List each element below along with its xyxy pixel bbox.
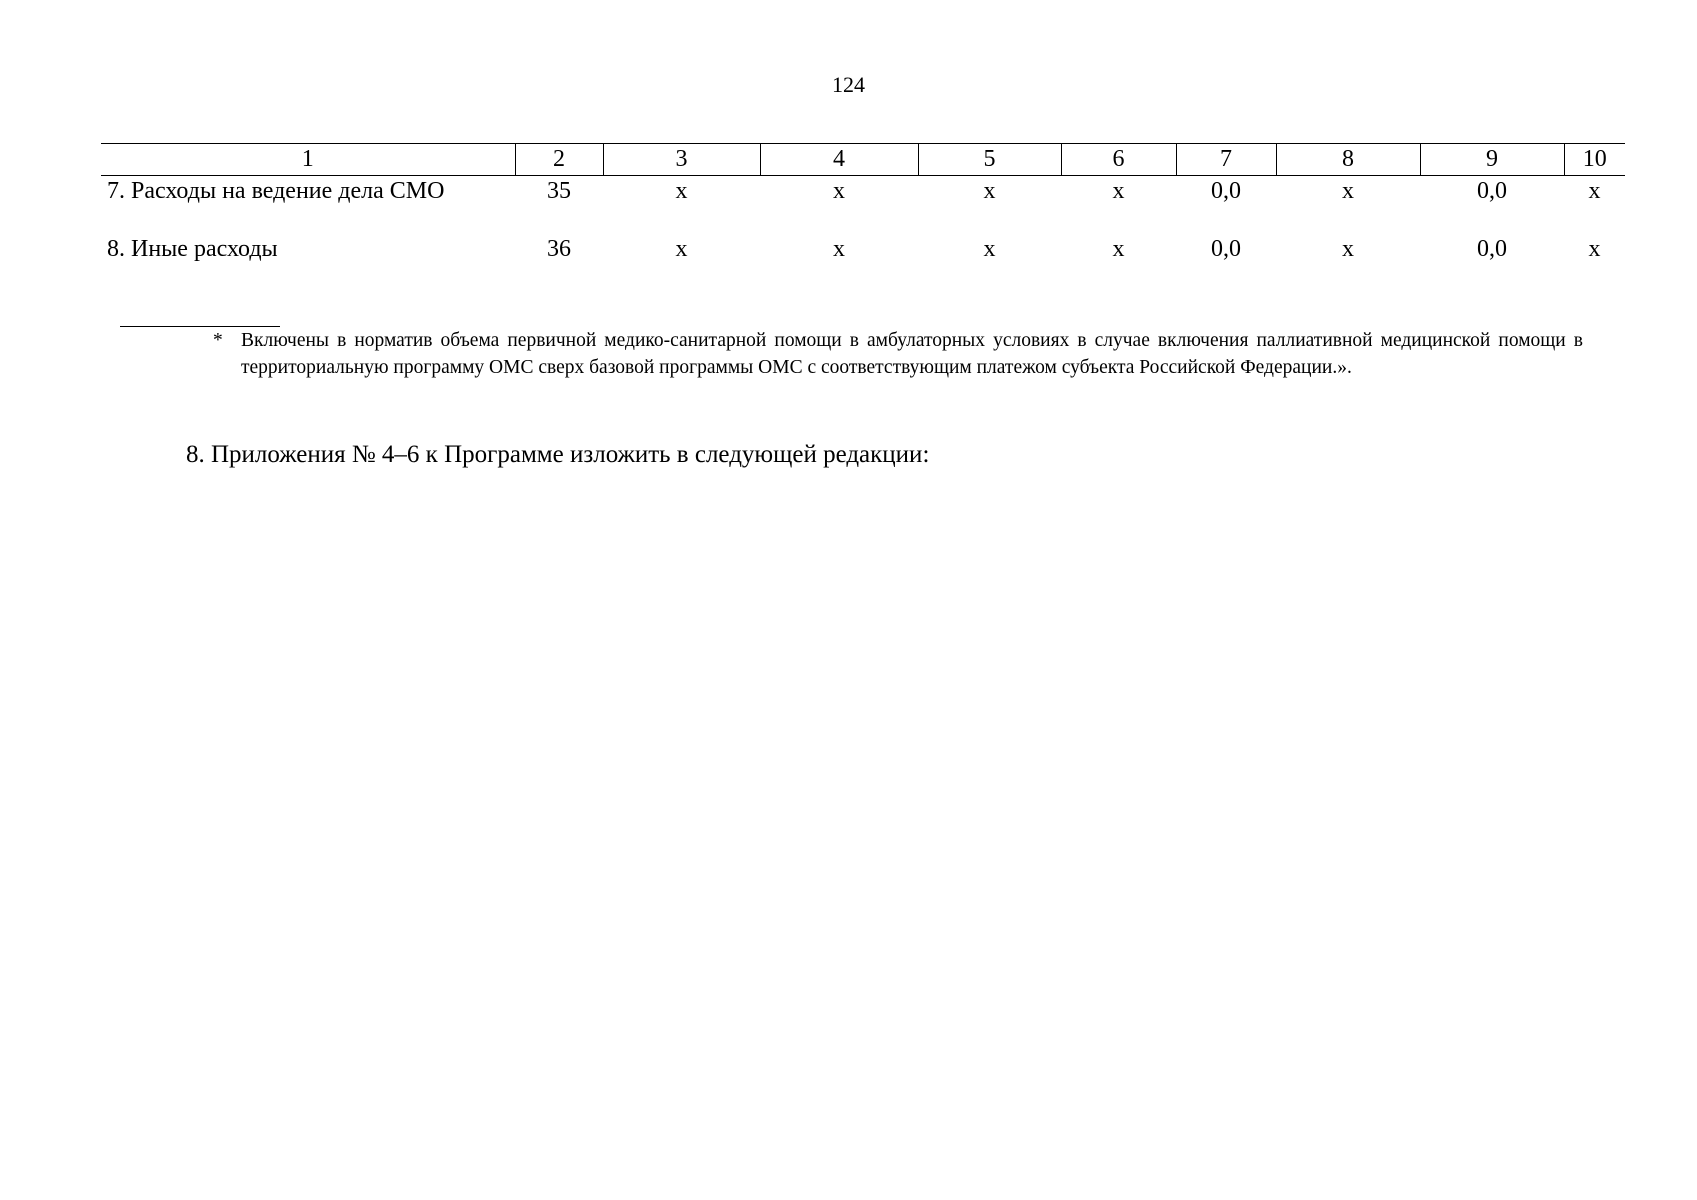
table-cell: 0,0 xyxy=(1477,236,1507,262)
column-header: 5 xyxy=(918,144,1061,176)
page-number: 124 xyxy=(832,72,865,97)
table-cell: 36 xyxy=(547,236,571,262)
table-cell: 0,0 xyxy=(1477,178,1507,204)
table-cell: 0,0 xyxy=(1211,178,1241,204)
amendment-paragraph: 8. Приложения № 4–6 к Программе изложить в следующей редакции: xyxy=(186,441,930,468)
table-cell: х xyxy=(675,178,688,204)
column-header: 4 xyxy=(760,144,918,176)
column-header: 1 xyxy=(101,144,515,176)
column-header: 8 xyxy=(1276,144,1420,176)
table-cell: х xyxy=(1112,236,1125,262)
table-cell: х xyxy=(1342,236,1354,262)
table-cell: х xyxy=(1112,178,1125,204)
table-cell: х xyxy=(1588,236,1601,262)
table-cell: х xyxy=(983,236,996,262)
expenses-table xyxy=(101,143,1625,264)
table-cell: х xyxy=(833,178,845,204)
table-cell: х xyxy=(675,236,688,262)
footnote-text: Включены в норматив объема первичной медико-санитарной помощи в амбулаторных условиях в случае включения паллиативной медицинской помощи в территориальную программу ОМС сверх базовой программы ОМС с соответствующим платежом субъекта Российской Федерации.». xyxy=(241,330,1583,378)
table-row xyxy=(101,176,1625,235)
row-label: 8. Иные расходы xyxy=(107,236,278,262)
column-header: 6 xyxy=(1061,144,1176,176)
row-label: 7. Расходы на ведение дела СМО xyxy=(107,178,445,204)
table-cell: х xyxy=(983,178,996,204)
table-cell: х xyxy=(1342,178,1354,204)
table-header-row xyxy=(101,144,1625,176)
column-header: 9 xyxy=(1420,144,1564,176)
table-cell: 0,0 xyxy=(1211,236,1241,262)
footnote xyxy=(213,327,1583,381)
table-cell: 35 xyxy=(547,178,571,204)
footnote-marker: * xyxy=(213,330,223,351)
column-header: 3 xyxy=(603,144,760,176)
table-cell: х xyxy=(1588,178,1601,204)
column-header: 7 xyxy=(1176,144,1276,176)
column-header: 2 xyxy=(515,144,603,176)
table-row xyxy=(101,234,1625,264)
table-cell: х xyxy=(833,236,845,262)
column-header: 10 xyxy=(1564,144,1625,176)
